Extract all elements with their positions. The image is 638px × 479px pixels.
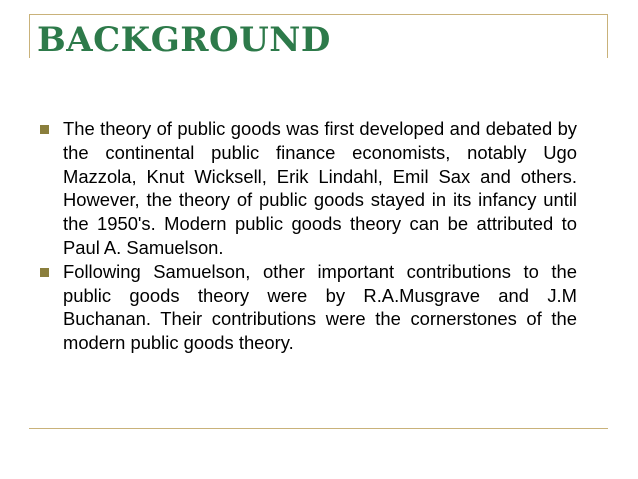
top-border-rule: [29, 14, 608, 15]
bottom-border-rule: [29, 428, 608, 429]
bullet-list: [37, 117, 577, 355]
right-border-rule: [607, 14, 608, 58]
slide-title: BACKGROUND: [37, 20, 331, 60]
bullet-item: [37, 260, 577, 355]
bullet-text: The theory of public goods was first developed and debated by the continental public finance economists, notably Ugo Mazzola, Knut Wicksell, Erik Lindahl, Emil Sax and others. However, the theory of public goods stayed in its infancy until the 1950's. Modern public goods theory can be attributed to Paul A. Samuelson.: [63, 118, 577, 258]
left-border-rule: [29, 14, 30, 58]
bullet-text: Following Samuelson, other important contributions to the public goods theory were by R.A.Musgrave and J.M Buchanan. Their contributions were the cornerstones of the modern public goods theory.: [63, 260, 577, 354]
square-bullet-icon: [40, 125, 49, 134]
square-bullet-icon: [40, 268, 49, 277]
bullet-item: [37, 117, 577, 260]
